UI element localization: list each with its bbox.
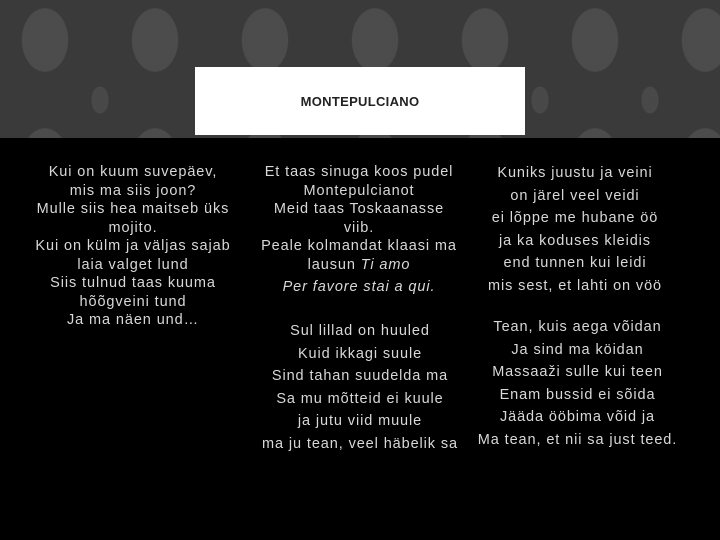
verse-column-4 [250, 320, 470, 455]
verse-line: hõõgveini tund [79, 293, 187, 310]
verse-line [250, 256, 468, 275]
verse-line: Ma tean, et nii sa just teed. [477, 431, 678, 448]
verse-text: lausun [307, 256, 356, 273]
verse-line: mis sest, et lahti on vöö [487, 277, 662, 294]
verse-line: Peale kolmandat klaasi ma [261, 238, 457, 254]
verse-line: Sind tahan suudelda ma [271, 368, 449, 384]
verse-column-1 [0, 163, 266, 330]
verse-line: Meid taas Toskaanasse [273, 201, 445, 217]
verse-line: Kuniks juustu ja veini [497, 165, 653, 181]
verse-line: Ja ma näen und… [67, 312, 199, 328]
verse-line: Sa mu mõtteid ei kuule [276, 390, 444, 407]
verse-line: ei lõppe me hubane öö [491, 210, 659, 226]
verse-column-5 [455, 316, 700, 451]
verse-line: on järel veel veidi [510, 187, 640, 204]
verse-line: laia valget lund [77, 256, 189, 273]
verse-italic-text: Per favore stai a qui. [282, 279, 436, 295]
verse-line: Enam bussid ei sõida [499, 386, 656, 403]
verse-line: mis ma siis joon? [69, 182, 197, 199]
verse-line: Jääda ööbima võid ja [499, 409, 656, 425]
verse-line: viib. [343, 219, 375, 236]
verse-line: Kui on kuum suvepäev, [48, 164, 218, 180]
verse-line: ja jutu viid muule [297, 413, 423, 429]
verse-line: Montepulcianot [303, 182, 415, 199]
verse-line-italic [250, 278, 468, 297]
verse-line: Sul lillad on huuled [290, 323, 430, 339]
verse-italic-text: Ti amo [360, 256, 411, 273]
verse-line: Et taas sinuga koos pudel [264, 164, 454, 180]
slide-title: MONTEPULCIANO [300, 93, 420, 109]
verse-line: ja ka koduses kleidis [499, 232, 651, 249]
verse-line: Siis tulnud taas kuuma [50, 275, 216, 291]
verse-line: Kuid ikkagi suule [297, 345, 423, 362]
verse-line: mojito. [108, 219, 158, 236]
verse-line: Massaaži sulle kui teen [492, 364, 663, 380]
verse-column-2 [250, 163, 468, 297]
verse-line: Tean, kuis aega võidan [493, 319, 662, 335]
verse-column-3 [455, 162, 695, 297]
verse-line: end tunnen kui leidi [503, 255, 647, 271]
verse-line: ma ju tean, veel häbelik sa [262, 435, 458, 452]
title-box [195, 67, 525, 135]
verse-line: Mulle siis hea maitseb üks [36, 201, 230, 217]
verse-line: Ja sind ma köidan [511, 341, 644, 358]
verse-line: Kui on külm ja väljas sajab [35, 238, 231, 254]
